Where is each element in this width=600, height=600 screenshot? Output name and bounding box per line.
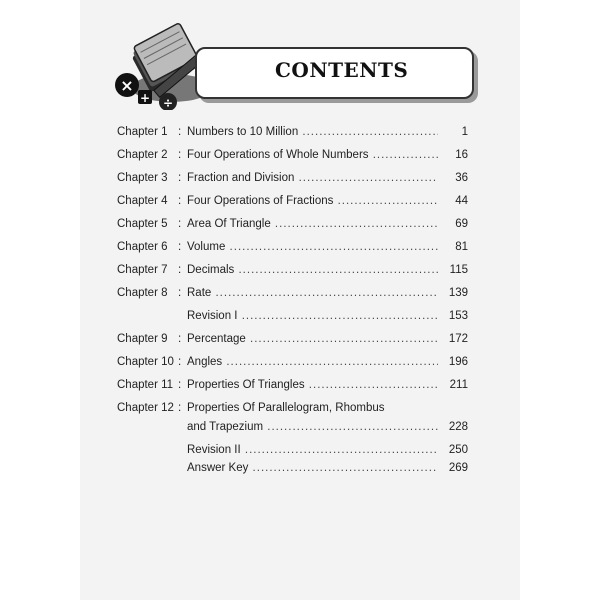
page-number: 36	[455, 172, 468, 184]
entry-title: Numbers to 10 Million .....	[187, 124, 438, 140]
toc-entry[interactable]	[117, 216, 477, 232]
entry-title: Area Of Triangle .....	[187, 216, 438, 232]
entry-title: and Trapezium .....	[187, 419, 438, 435]
entry-title: Fraction and Division .....	[187, 170, 438, 186]
toc-entry[interactable]	[117, 442, 477, 458]
entry-title: Angles .....	[187, 354, 438, 370]
svg-text:×: ×	[120, 76, 134, 95]
separator: :	[178, 287, 182, 299]
separator: :	[178, 126, 182, 138]
page-number: 115	[449, 264, 468, 276]
page-number: 153	[448, 310, 468, 322]
separator: :	[178, 356, 182, 368]
page-number: 228	[448, 421, 468, 433]
entry-title: Four Operations of Whole Numbers .....	[187, 147, 438, 163]
page-number: 196	[448, 356, 468, 368]
page-number: 44	[455, 195, 468, 207]
toc-entry[interactable]	[117, 460, 477, 476]
page-number: 69	[455, 218, 468, 230]
separator: :	[178, 241, 182, 253]
entry-title-line1: Properties Of Parallelogram, Rhombus	[187, 402, 385, 414]
toc-entry[interactable]	[117, 308, 477, 324]
separator: :	[178, 218, 182, 230]
toc-entry[interactable]	[117, 285, 477, 301]
chapter-number: Chapter 3	[117, 172, 168, 184]
page-number: 139	[448, 287, 468, 299]
page-number: 1	[461, 126, 468, 138]
chapter-number: Chapter 1	[117, 126, 168, 138]
chapter-number: Chapter 4	[117, 195, 168, 207]
separator: :	[178, 333, 182, 345]
entry-title: Four Operations of Fractions .....	[187, 193, 438, 209]
separator: :	[178, 172, 182, 184]
entry-title: Revision II .....	[187, 442, 438, 458]
separator: :	[178, 379, 182, 391]
page-title: CONTENTS	[275, 58, 409, 82]
entry-title: Properties Of Triangles .....	[187, 377, 438, 393]
page-number: 211	[449, 379, 468, 391]
svg-text:+: +	[139, 91, 151, 105]
chapter-number: Chapter 12	[117, 402, 174, 414]
chapter-number: Chapter 7	[117, 264, 168, 276]
separator: :	[178, 402, 182, 414]
toc-entry[interactable]	[117, 147, 477, 163]
entry-title: Answer Key .....	[187, 460, 438, 476]
entry-title: Decimals .....	[187, 262, 438, 278]
entry-title: Volume .....	[187, 239, 438, 255]
entry-title: Rate .....	[187, 285, 438, 301]
page-number: 16	[455, 149, 468, 161]
chapter-number: Chapter 8	[117, 287, 168, 299]
separator: :	[178, 195, 182, 207]
chapter-number: Chapter 11	[117, 379, 174, 391]
page-number: 250	[448, 444, 468, 456]
toc-entry[interactable]	[117, 331, 477, 347]
entry-title: Revision I .....	[187, 308, 438, 324]
toc-entry[interactable]	[117, 377, 477, 393]
toc-entry-continuation[interactable]	[117, 419, 477, 435]
toc-entry[interactable]	[117, 170, 477, 186]
toc-entry[interactable]	[117, 124, 477, 140]
entry-title: Percentage .....	[187, 331, 438, 347]
chapter-number: Chapter 10	[117, 356, 174, 368]
page-number: 81	[455, 241, 468, 253]
toc-entry[interactable]	[117, 193, 477, 209]
chapter-number: Chapter 6	[117, 241, 168, 253]
page-number: 172	[448, 333, 468, 345]
toc-entry[interactable]	[117, 400, 477, 416]
separator: :	[178, 264, 182, 276]
chapter-number: Chapter 2	[117, 149, 168, 161]
chapter-number: Chapter 9	[117, 333, 168, 345]
chapter-number: Chapter 5	[117, 218, 168, 230]
separator: :	[178, 149, 182, 161]
toc-entry[interactable]	[117, 239, 477, 255]
svg-text:÷: ÷	[162, 96, 174, 110]
toc-entry[interactable]	[117, 354, 477, 370]
toc-entry[interactable]	[117, 262, 477, 278]
page-number: 269	[448, 462, 468, 474]
